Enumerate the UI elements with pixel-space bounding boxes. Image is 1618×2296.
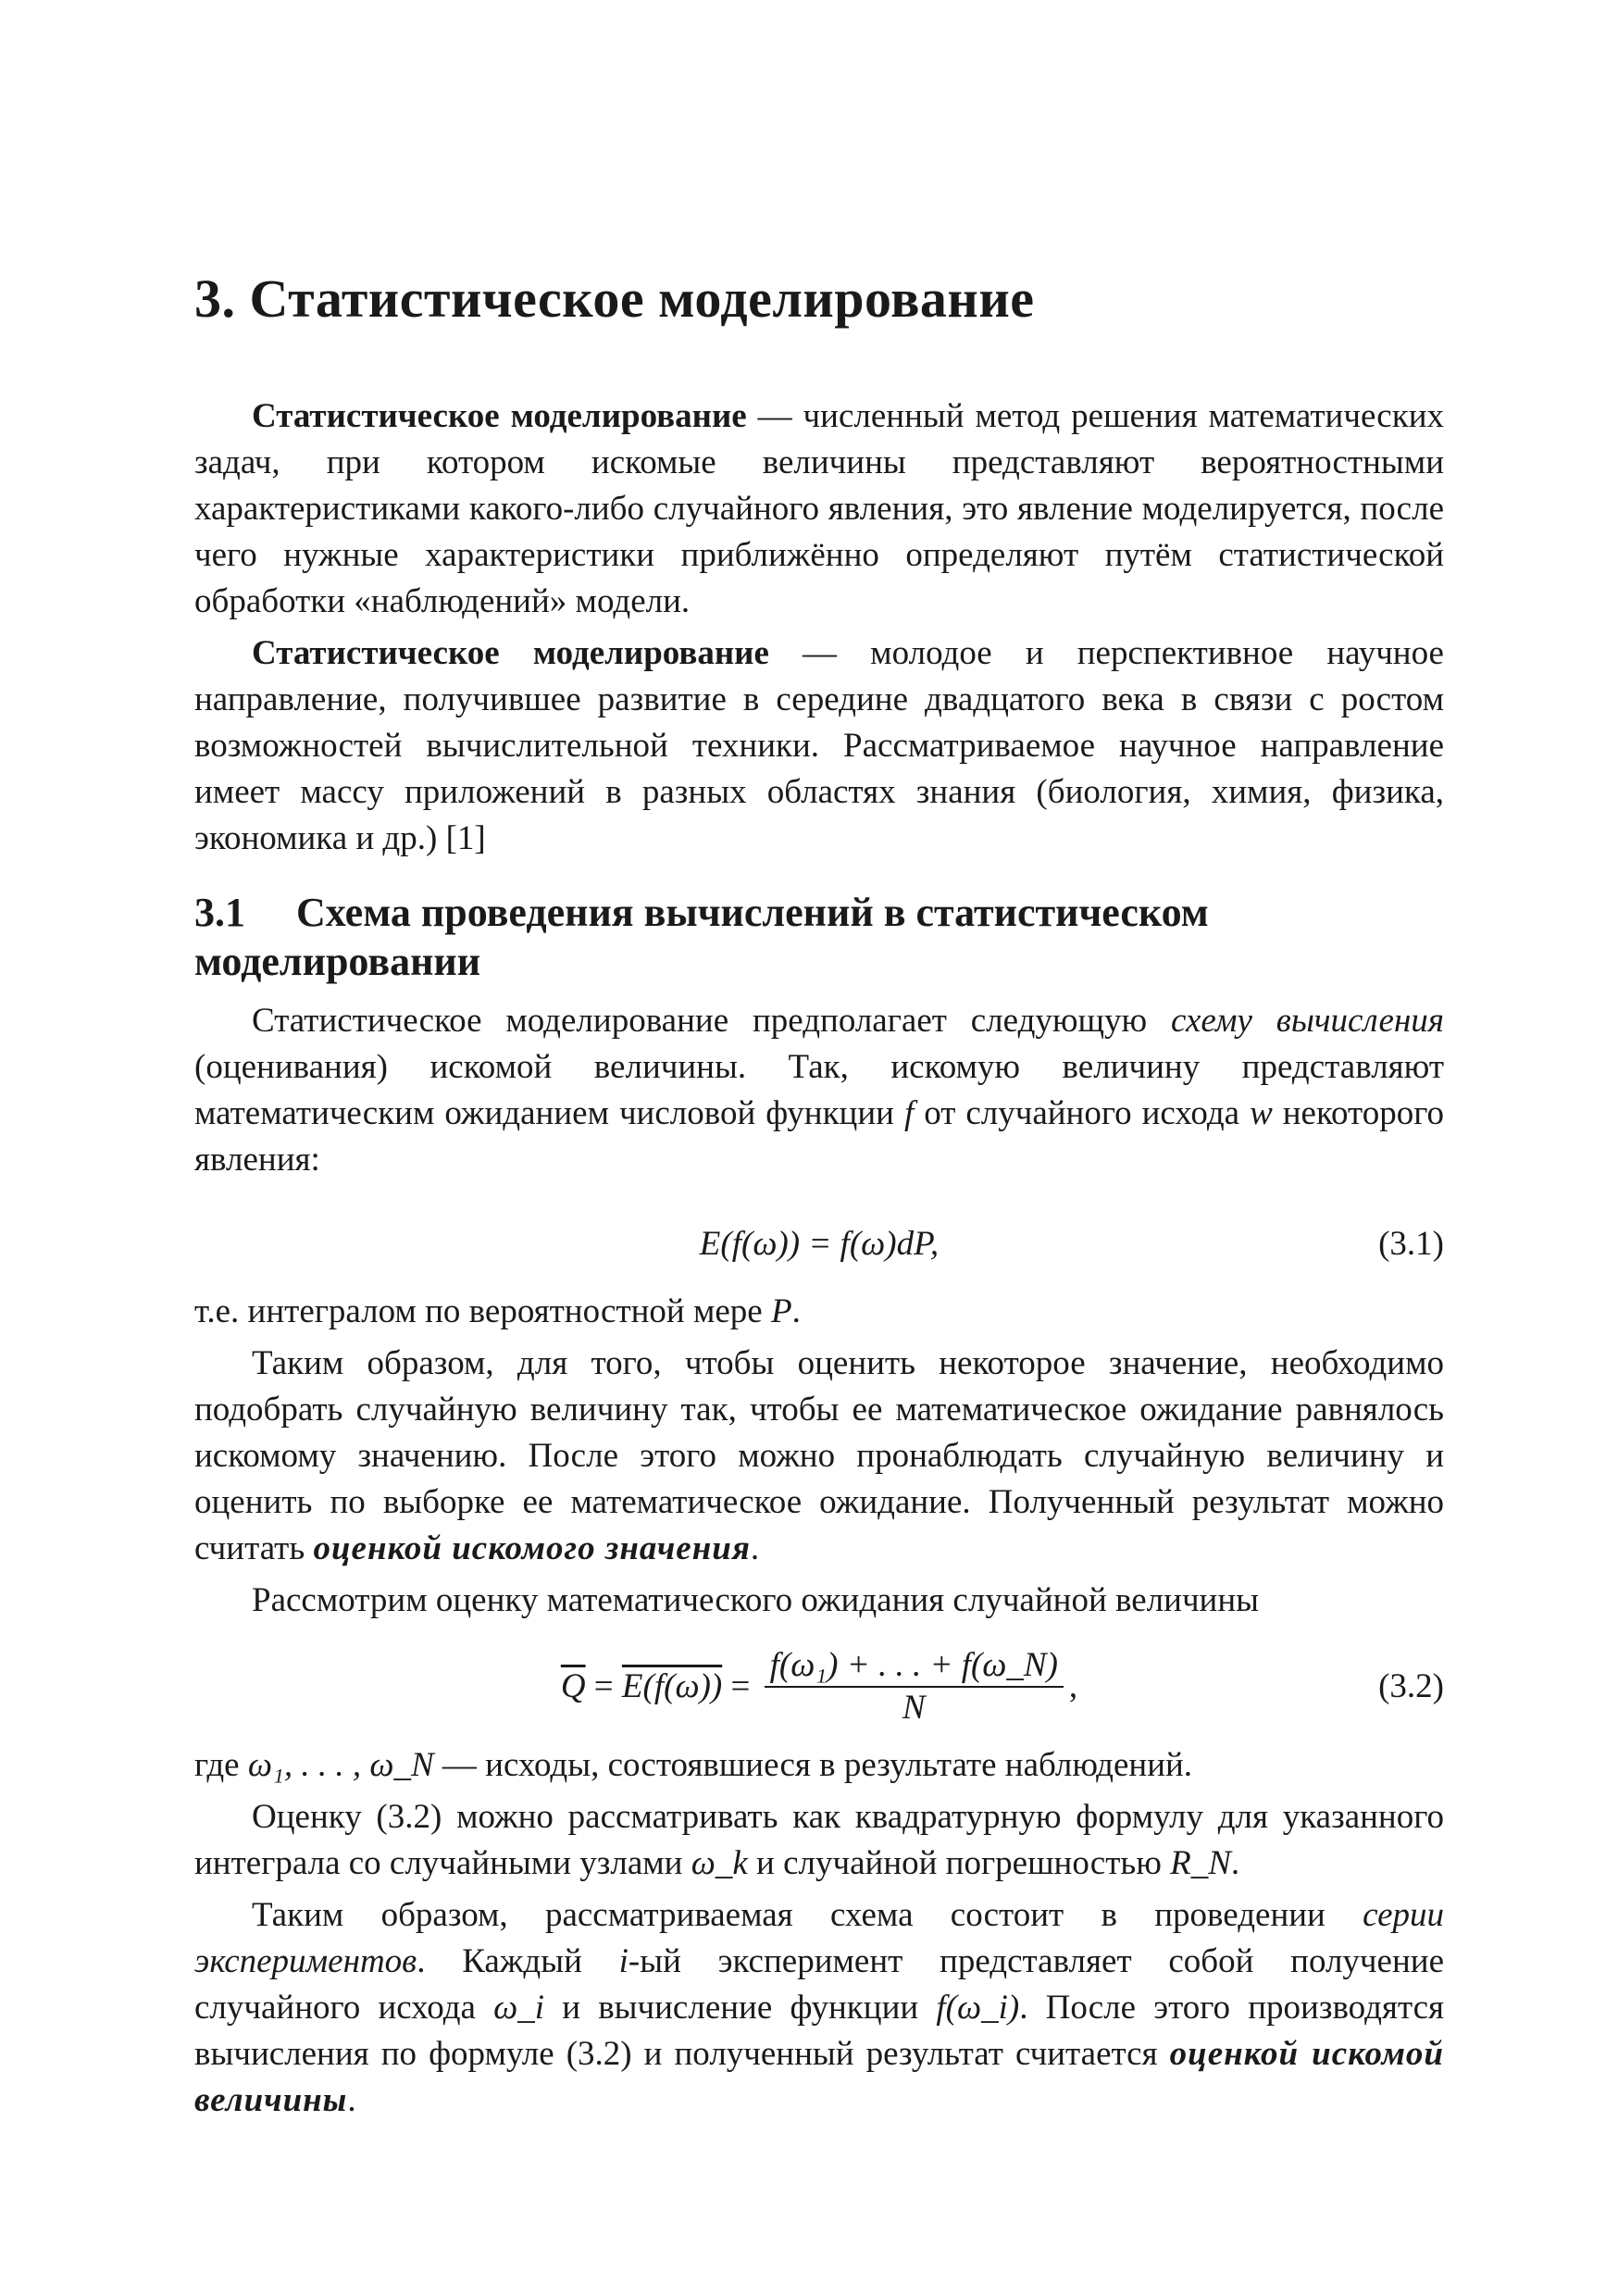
emphasis: схему вычисления [1171, 1002, 1444, 1041]
equation-expression: E(f(ω)) = f(ω)dP, [699, 1225, 940, 1264]
math-R-N: R_N [1170, 1844, 1231, 1883]
math-P: P [770, 1292, 792, 1331]
eq-lhs-expectation: E(f(ω)) [621, 1667, 723, 1706]
equation-expression: $\overline{Q}$ = E(f(ω)) = $\frac{\text{f(ω₁) + . . . + f(ω\_N)}}{N}$ , [194, 1641, 1444, 1733]
math-i: i [618, 1942, 629, 1981]
equation-number: (3.2) [1378, 1667, 1444, 1706]
body-paragraph-quadrature: Оценку (3.2) можно рассматривать как квадратурную формулу для указанного интеграла со случайными узлами ω_k и случайной погрешностью R_N. [194, 1798, 1444, 1883]
emphasis-bold: оценкой искомой величины [194, 2035, 1444, 2120]
intro-paragraph-1: Статистическое моделирование — численный метод решения математических задач, при котором искомые величины представляют вероятностными характеристиками какого-либо случайного явления, это явление моделируется, после чего нужные характеристики приближённо определяют путём статистической обработки «наблюдений» модели. [194, 396, 1444, 620]
emphasis: серии экспериментов [194, 1896, 1444, 1981]
math-omega-list: ω₁, . . . , ω_N [247, 1746, 434, 1785]
body-paragraph-outcomes: где ω₁, . . . , ω_N — исходы, состоявшиеся в результате наблюдений. [194, 1746, 1193, 1785]
equation-3-1 [194, 1209, 1444, 1279]
math-omega-i: ω_i [493, 1989, 545, 2028]
math-w: w [1250, 1094, 1273, 1133]
math-omega-k: ω_k [691, 1844, 748, 1883]
section-title: Схема проведения вычислений в статистическом моделировании [194, 889, 1209, 985]
body-paragraph-estimate: Таким образом, для того, чтобы оценить некоторое значение, необходимо подобрать случайную величину так, чтобы ее математическое ожидание равнялось искомому значению. После этого можно пронаблюдать случайную величину и оценить по выборке ее математическое ожидание. Полученный результат можно считать оценкой искомого значения. [194, 1344, 1444, 1568]
intro-paragraph-2: Статистическое моделирование — молодое и перспективное научное направление, получившее развитие в середине двадцатого века в связи с ростом возможностей вычислительной техники. Рассматриваемое научное направление имеет массу приложений в разных областях знания (биология, химия, физика, экономика и др.) [1] [194, 633, 1444, 857]
body-paragraph-scheme: Статистическое моделирование предполагает следующую схему вычисления (оценивания) искомой величины. Так, искомую величину представляют математическим ожиданием числовой функции f от случайного исхода w некоторого явления: [194, 1002, 1444, 1179]
body-paragraph-series: Таким образом, рассматриваемая схема состоит в проведении серии экспериментов. Каждый i-ый эксперимент представляет собой получение случайного исхода ω_i и вычисление функции f(ω_i). После этого производятся вычисления по формуле (3.2) и полученный результат считается оценкой искомой величины. [194, 1896, 1445, 2120]
fraction [765, 1645, 1064, 1728]
chapter-title: 3. Статистическое моделирование [194, 268, 1035, 329]
math-f: f [903, 1094, 915, 1133]
document-page [194, 268, 1444, 2124]
term-bold: Статистическое моделирование [252, 633, 769, 672]
fraction-denominator: N [902, 1689, 926, 1728]
eq-lhs-q: $\overline{Q}$ [560, 1667, 586, 1706]
equation-number: (3.1) [1378, 1225, 1444, 1264]
fraction-numerator: f(ω₁) + . . . + f(ω_N) [765, 1645, 1064, 1688]
equation-3-2 [194, 1641, 1444, 1733]
body-paragraph-consider: Рассмотрим оценку математического ожидания случайной величины [252, 1581, 1260, 1620]
section-heading [194, 888, 1444, 987]
term-bold: Статистическое моделирование [252, 396, 747, 435]
section-number: 3.1 [194, 889, 245, 935]
emphasis-bold: оценкой искомого значения [313, 1529, 751, 1568]
math-f-omega-i: f(ω_i) [936, 1989, 1020, 2028]
body-paragraph-measure: т.е. интегралом по вероятностной мере P. [194, 1292, 801, 1331]
